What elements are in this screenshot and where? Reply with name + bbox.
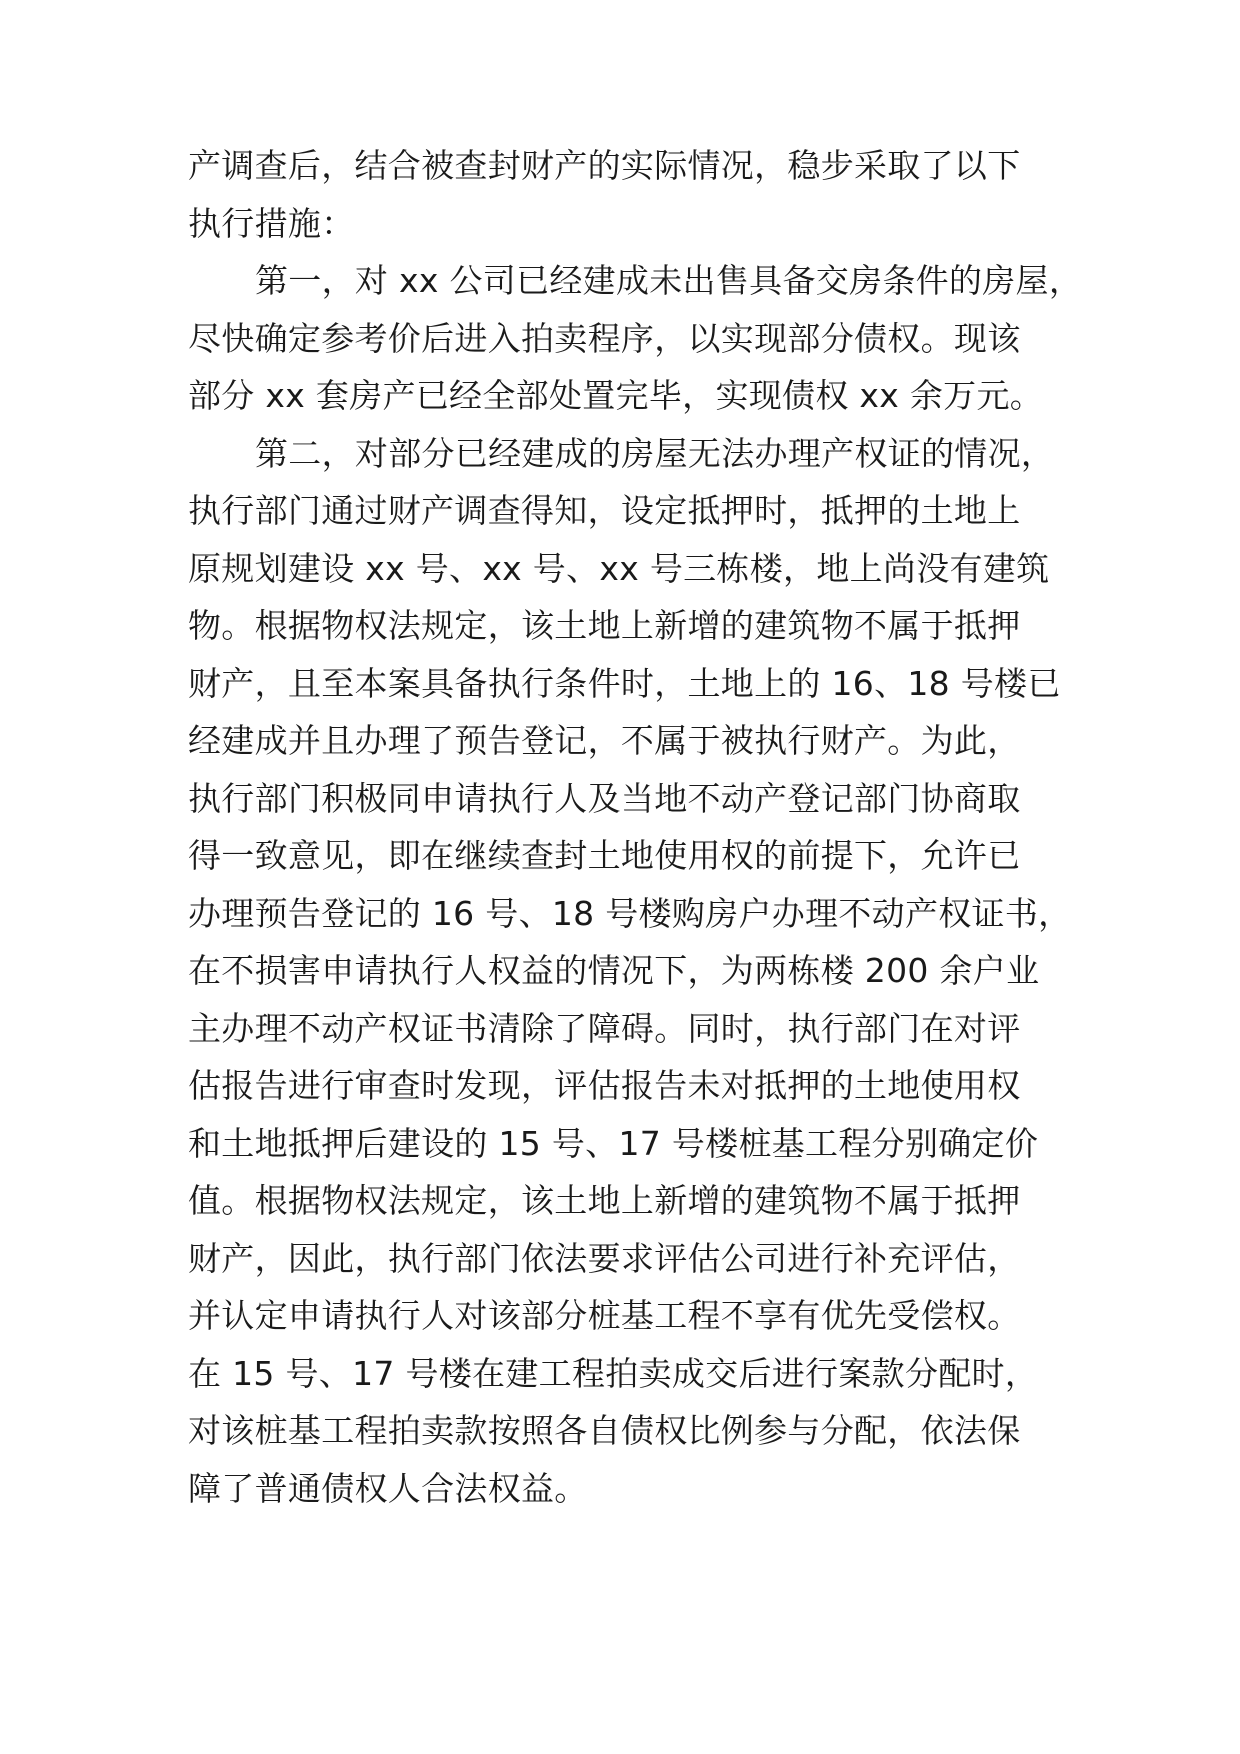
text-line: 财产，因此，执行部门依法要求评估公司进行补充评估， (188, 1239, 1021, 1278)
text-line: 经建成并且办理了预告登记，不属于被执行财产。为此， (188, 721, 1021, 760)
text-line: 在不损害申请执行人权益的情况下，为两栋楼 200 余户业 (188, 951, 1040, 990)
text-line: 主办理不动产权证书清除了障碍。同时，执行部门在对评 (188, 1009, 1021, 1048)
text-line: 执行措施： (188, 204, 355, 243)
paragraph-first-line: 第一，对 xx 公司已经建成未出售具备交房条件的房屋， (255, 261, 1083, 300)
text-line: 得一致意见，即在继续查封土地使用权的前提下，允许已 (188, 836, 1021, 875)
paragraph-first-line: 第二，对部分已经建成的房屋无法办理产权证的情况， (255, 434, 1055, 473)
text-line: 和土地抵押后建设的 15 号、17 号楼桩基工程分别确定价 (188, 1124, 1039, 1163)
text-line: 执行部门通过财产调查得知，设定抵押时，抵押的土地上 (188, 491, 1021, 530)
text-line: 物。根据物权法规定，该土地上新增的建筑物不属于抵押 (188, 606, 1021, 645)
text-line: 执行部门积极同申请执行人及当地不动产登记部门协商取 (188, 779, 1021, 818)
text-line: 在 15 号、17 号楼在建工程拍卖成交后进行案款分配时， (188, 1354, 1039, 1393)
text-line: 障了普通债权人合法权益。 (188, 1469, 588, 1508)
text-line: 部分 xx 套房产已经全部处置完毕，实现债权 xx 余万元。 (188, 376, 1044, 415)
text-line: 原规划建设 xx 号、xx 号、xx 号三栋楼，地上尚没有建筑 (188, 549, 1050, 588)
text-line: 对该桩基工程拍卖款按照各自债权比例参与分配，依法保 (188, 1411, 1021, 1450)
text-line: 尽快确定参考价后进入拍卖程序，以实现部分债权。现该 (188, 319, 1021, 358)
text-line: 产调查后，结合被查封财产的实际情况，稳步采取了以下 (188, 146, 1021, 185)
text-line: 估报告进行审查时发现，评估报告未对抵押的土地使用权 (188, 1066, 1021, 1105)
text-line: 办理预告登记的 16 号、18 号楼购房户办理不动产权证书， (188, 894, 1072, 933)
text-line: 并认定申请执行人对该部分桩基工程不享有优先受偿权。 (188, 1296, 1021, 1335)
text-line: 值。根据物权法规定，该土地上新增的建筑物不属于抵押 (188, 1181, 1021, 1220)
text-line: 财产，且至本案具备执行条件时，土地上的 16、18 号楼已 (188, 664, 1061, 703)
